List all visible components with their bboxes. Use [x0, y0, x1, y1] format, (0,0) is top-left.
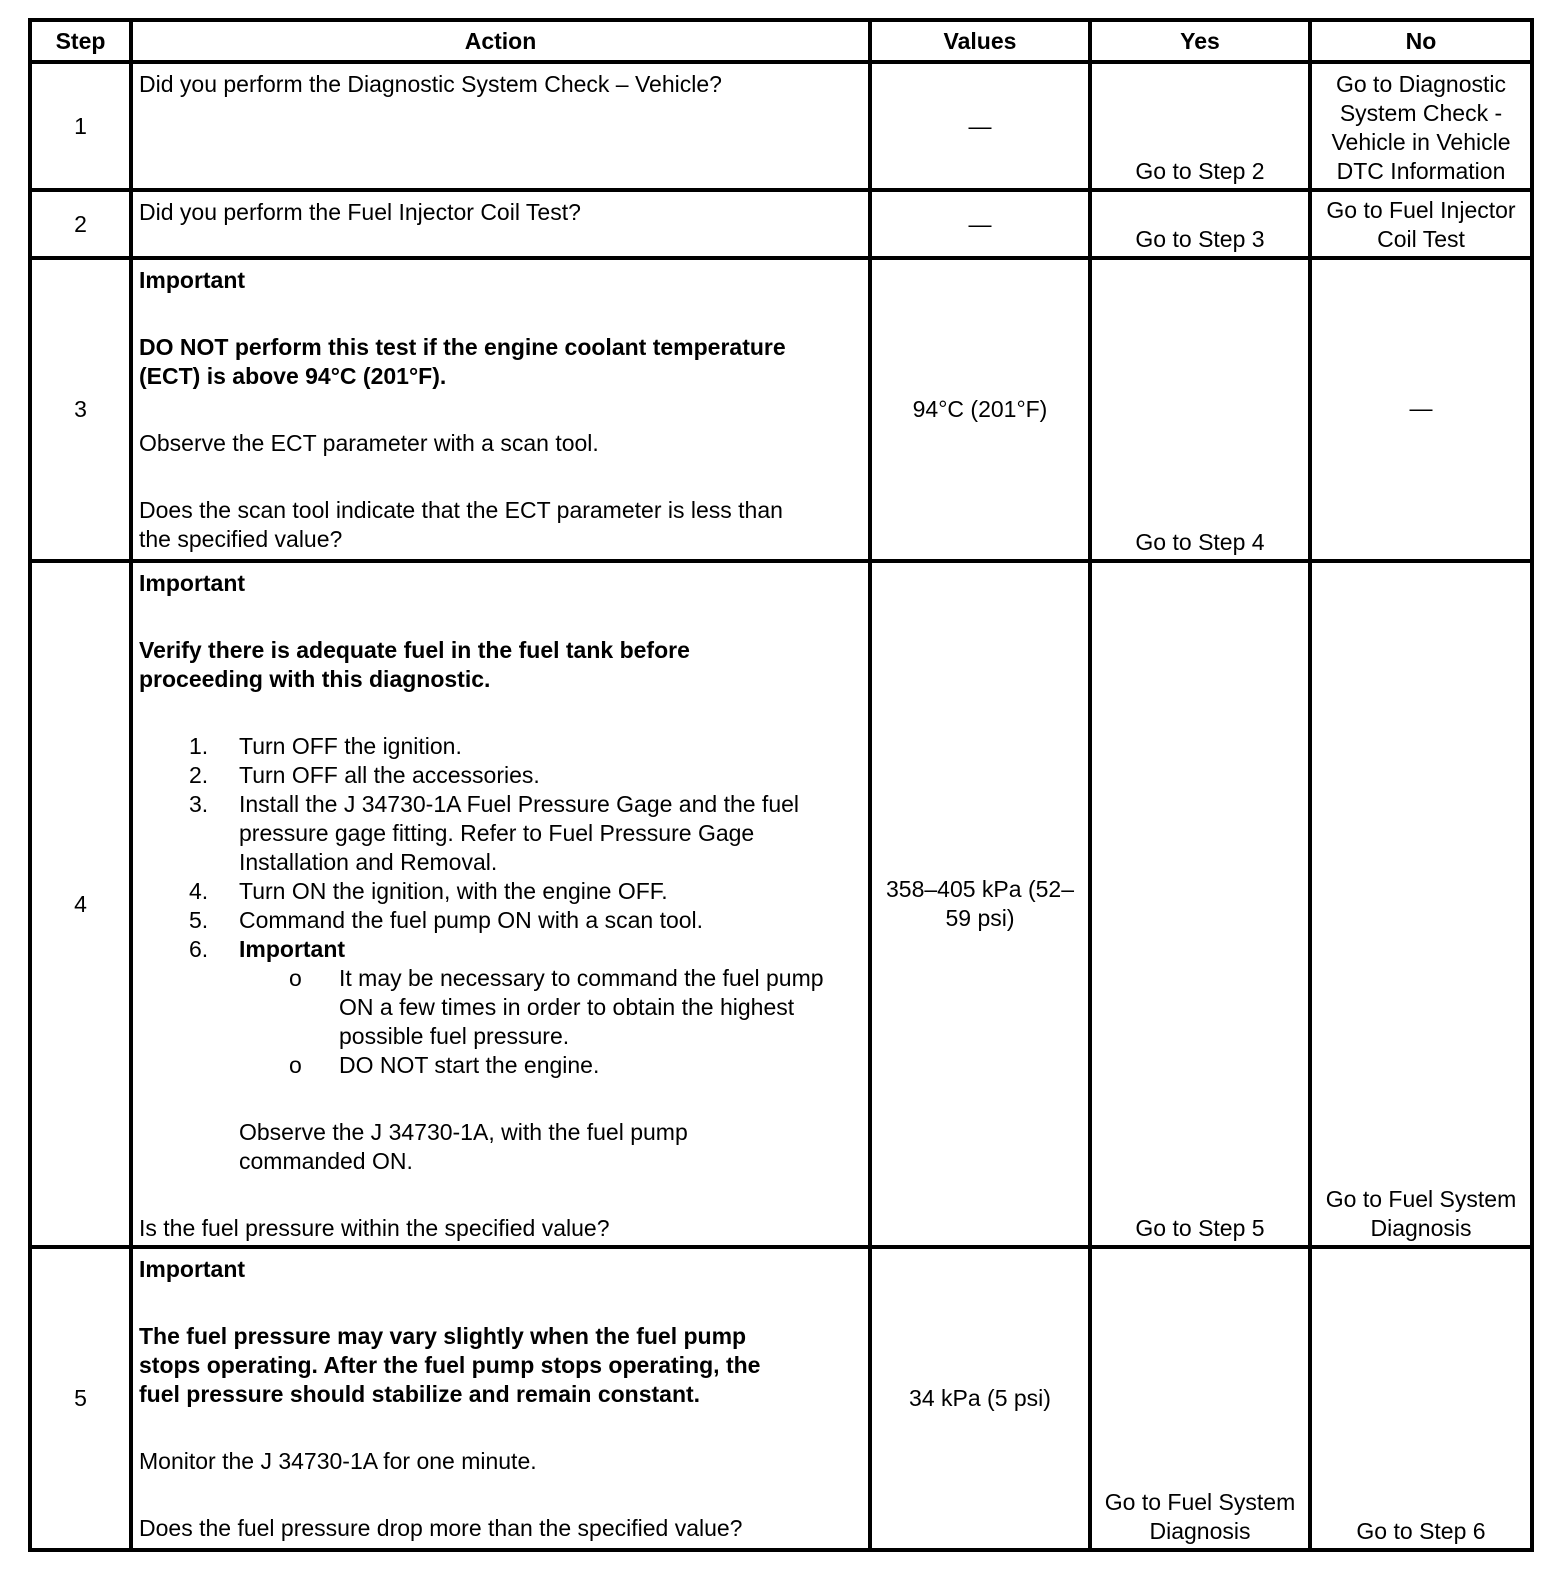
observe-line: commanded ON. — [239, 1147, 413, 1174]
diagnostic-table — [28, 18, 1534, 1552]
action-cell — [131, 258, 870, 561]
list-number: 4. — [189, 877, 209, 904]
no-cell[interactable] — [1310, 62, 1532, 190]
list-item — [139, 877, 864, 906]
yes-link[interactable]: Go to Step 5 — [1135, 1215, 1265, 1242]
no-cell[interactable] — [1310, 1247, 1532, 1550]
action-cell — [131, 62, 870, 190]
action-question: Did you perform the Diagnostic System Check – Vehicle? — [139, 71, 722, 97]
no-line[interactable]: Vehicle in Vehicle — [1331, 129, 1511, 155]
question-line: Does the scan tool indicate that the ECT parameter is less than — [139, 497, 783, 524]
action-cell — [131, 1247, 870, 1550]
warning-line: (ECT) is above 94°C (201°F). — [139, 363, 447, 390]
yes-link[interactable]: Go to Step 2 — [1135, 158, 1265, 185]
list-item — [139, 935, 864, 964]
question-text: Is the fuel pressure within the specified value? — [139, 1214, 610, 1241]
observe-line: Observe the J 34730-1A, with the fuel pump — [239, 1118, 688, 1145]
table-row — [30, 1247, 1532, 1550]
sub-bullet-list — [139, 964, 864, 1080]
values-cell — [870, 561, 1090, 1247]
header-yes: Yes — [1090, 20, 1310, 62]
list-number: 6. — [189, 935, 209, 962]
step-number: 1 — [30, 62, 131, 190]
table-row — [30, 190, 1532, 258]
list-item — [139, 964, 864, 1051]
yes-cell[interactable] — [1090, 258, 1310, 561]
question-line: the specified value? — [139, 526, 343, 553]
no-link[interactable]: Go to Step 6 — [1356, 1518, 1486, 1544]
warning-line: proceeding with this diagnostic. — [139, 665, 491, 692]
no-line[interactable]: Go to Fuel System — [1325, 1186, 1517, 1213]
warning-line: fuel pressure should stabilize and remain constant. — [139, 1381, 701, 1408]
action-question: Did you perform the Fuel Injector Coil Test? — [139, 199, 581, 226]
yes-link[interactable]: Go to Step 3 — [1135, 226, 1265, 253]
important-label: Important — [139, 267, 246, 294]
list-text: Turn OFF all the accessories. — [239, 761, 540, 788]
step-number: 2 — [30, 190, 131, 258]
list-text: Installation and Removal. — [239, 848, 498, 875]
yes-line[interactable]: Diagnosis — [1149, 1518, 1251, 1544]
yes-cell[interactable] — [1090, 62, 1310, 190]
action-cell — [131, 190, 870, 258]
no-line[interactable]: DTC Information — [1336, 158, 1506, 184]
step-number: 4 — [30, 561, 131, 1247]
yes-line[interactable]: Go to Fuel System — [1104, 1489, 1296, 1515]
list-number: 5. — [189, 906, 209, 933]
list-item — [139, 761, 864, 790]
header-action: Action — [131, 20, 870, 62]
action-cell — [131, 561, 870, 1247]
no-line[interactable]: Go to Diagnostic — [1335, 71, 1507, 97]
values-cell: 94°C (201°F) — [870, 258, 1090, 561]
list-text: Turn ON the ignition, with the engine OFF. — [239, 877, 668, 904]
no-cell: — — [1310, 258, 1532, 561]
list-text: Install the J 34730-1A Fuel Pressure Gage and the fuel — [239, 790, 800, 817]
values-cell: — — [870, 62, 1090, 190]
yes-cell[interactable] — [1090, 561, 1310, 1247]
warning-line: DO NOT perform this test if the engine coolant temperature — [139, 334, 786, 361]
header-values: Values — [870, 20, 1090, 62]
important-label: Important — [139, 1256, 246, 1283]
table-row — [30, 561, 1532, 1247]
warning-line: stops operating. After the fuel pump stops operating, the — [139, 1352, 761, 1379]
table-row — [30, 258, 1532, 561]
list-text: possible fuel pressure. — [339, 1022, 570, 1049]
no-line[interactable]: System Check - — [1339, 100, 1503, 126]
monitor-text: Monitor the J 34730-1A for one minute. — [139, 1448, 537, 1475]
step-number: 5 — [30, 1247, 131, 1550]
bullet-icon: o — [289, 964, 302, 991]
list-number: 1. — [189, 732, 209, 759]
list-text: DO NOT start the engine. — [339, 1051, 600, 1078]
question-text: Does the fuel pressure drop more than the specified value? — [139, 1515, 743, 1542]
values-cell: 34 kPa (5 psi) — [870, 1247, 1090, 1550]
no-cell[interactable] — [1310, 190, 1532, 258]
observe-text: Observe the ECT parameter with a scan tool. — [139, 430, 599, 457]
procedure-list — [139, 732, 864, 964]
list-text: It may be necessary to command the fuel pump — [339, 964, 824, 991]
yes-link[interactable]: Go to Step 4 — [1135, 528, 1265, 555]
header-row — [30, 20, 1532, 62]
value-line: 358–405 kPa (52– — [886, 876, 1074, 903]
list-text: Turn OFF the ignition. — [239, 732, 462, 759]
important-label: Important — [139, 569, 246, 596]
no-cell[interactable] — [1310, 561, 1532, 1247]
no-line[interactable]: Diagnosis — [1370, 1215, 1472, 1242]
warning-line: Verify there is adequate fuel in the fuel tank before — [139, 636, 690, 663]
yes-cell[interactable] — [1090, 1247, 1310, 1550]
list-text: Command the fuel pump ON with a scan tool. — [239, 906, 704, 933]
header-no: No — [1310, 20, 1532, 62]
list-item — [139, 732, 864, 761]
list-item — [139, 1051, 864, 1080]
list-text: ON a few times in order to obtain the highest — [339, 993, 795, 1020]
no-line[interactable]: Go to Fuel Injector — [1326, 197, 1516, 224]
yes-cell[interactable] — [1090, 190, 1310, 258]
step-number: 3 — [30, 258, 131, 561]
no-line[interactable]: Coil Test — [1377, 226, 1465, 253]
list-item — [139, 790, 864, 877]
header-step: Step — [30, 20, 131, 62]
warning-line: The fuel pressure may vary slightly when the fuel pump — [139, 1323, 747, 1350]
list-text: pressure gage fitting. Refer to Fuel Pressure Gage — [239, 819, 755, 846]
bullet-icon: o — [289, 1051, 302, 1078]
values-cell: — — [870, 190, 1090, 258]
list-number: 2. — [189, 761, 209, 788]
list-number: 3. — [189, 790, 209, 817]
list-item — [139, 906, 864, 935]
value-line: 59 psi) — [945, 905, 1015, 932]
table-row — [30, 62, 1532, 190]
important-label: Important — [239, 935, 346, 962]
